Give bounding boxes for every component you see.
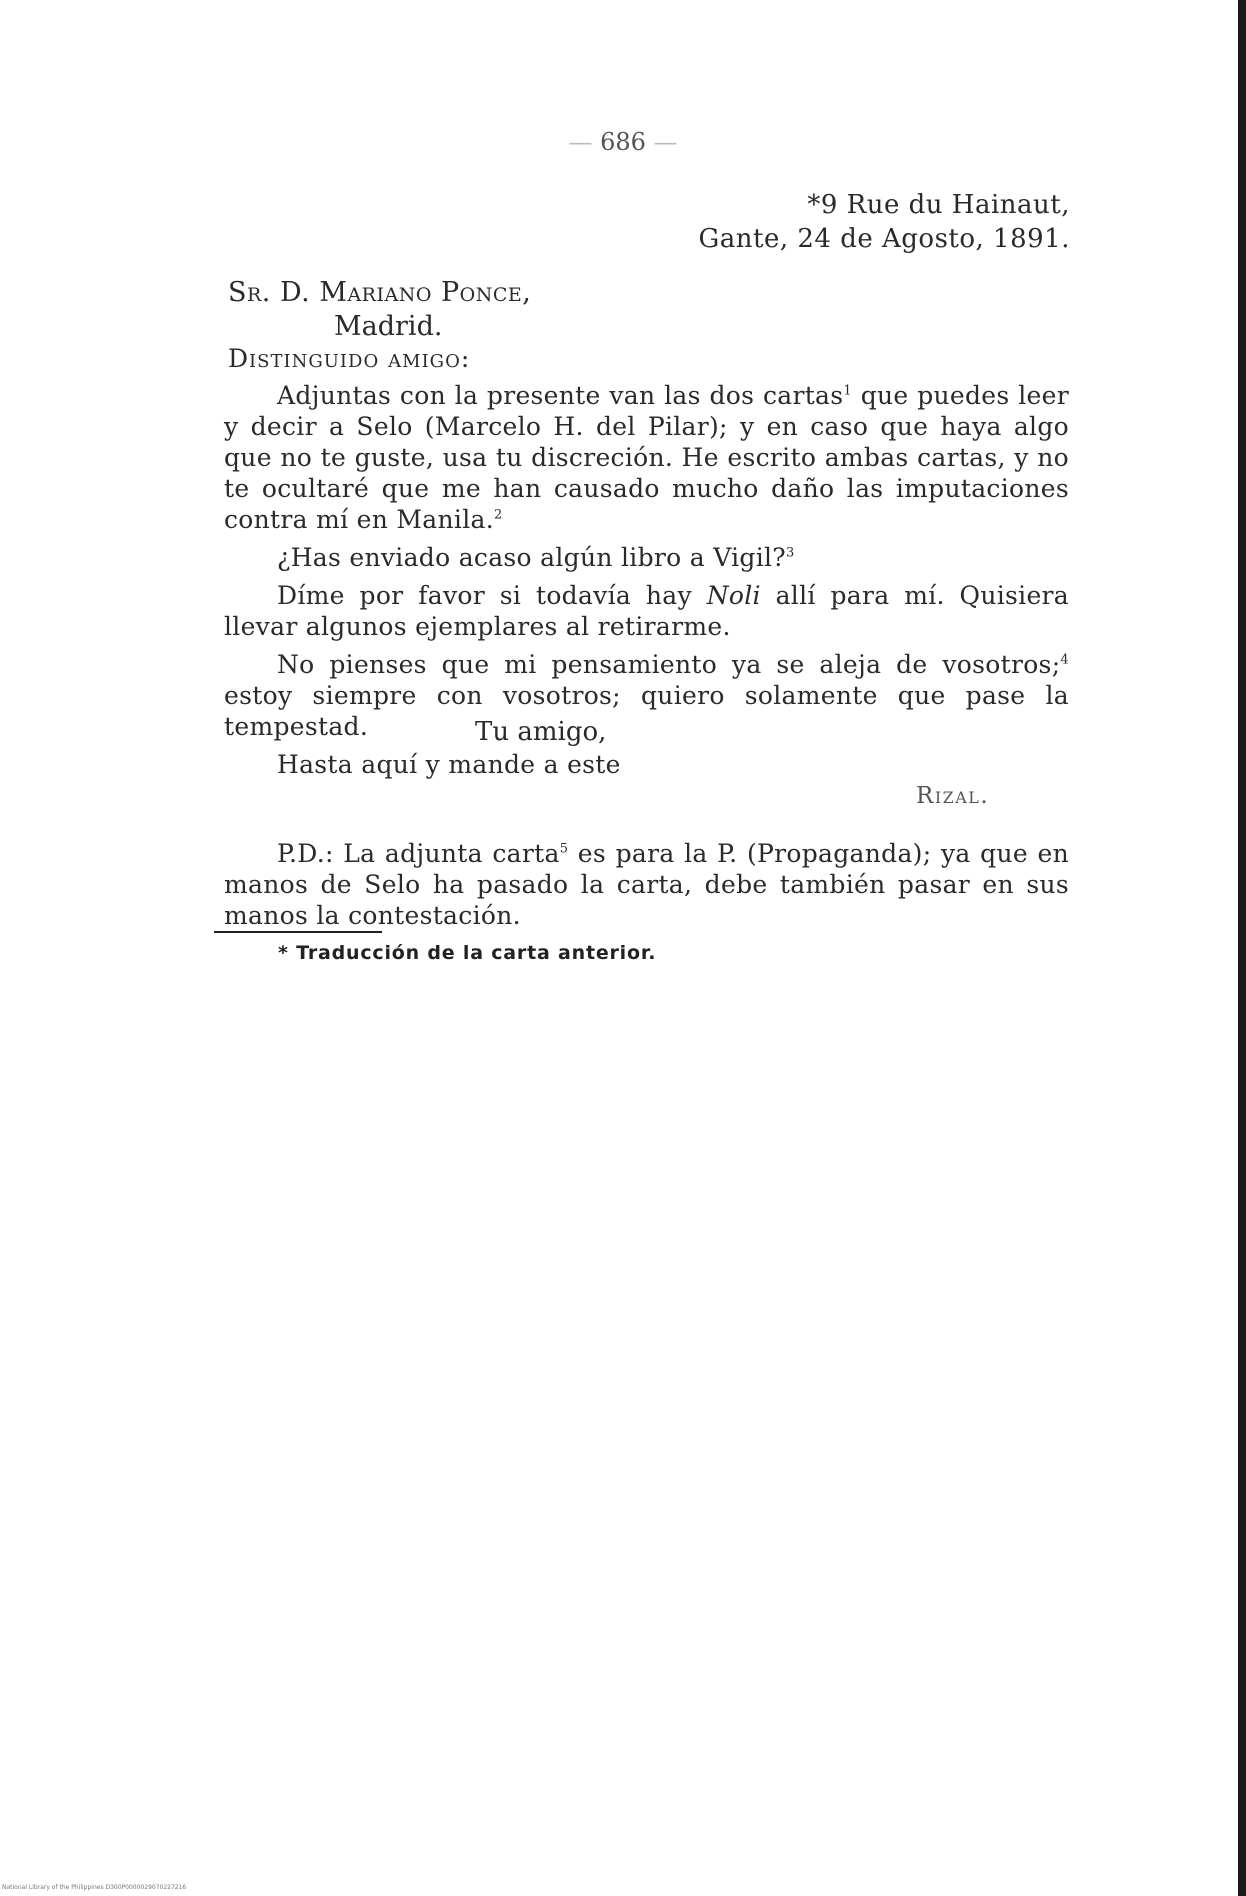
footnote: * Traducción de la carta anterior. [278,942,657,964]
paragraph-1: Adjuntas con la presente van las dos cartas$^1$ que puedes leer y decir a Selo (Marcelo H. del Pilar); y en caso que haya algo que no te guste, usa tu discreción. He escrito ambas cartas, y no te ocultaré que me han causado mucho daño las imputaciones contra mí en Manila.$^2$ [224,381,1069,534]
postscript: P.D.: La adjunta carta$^5$ es para la P. (Propaganda); ya que en manos de Selo ha pasado la carta, debe también pasar en sus manos la contestación. [224,839,1069,930]
book-title: Noli [706,581,761,610]
salutation: Distinguido amigo: [228,344,471,373]
paragraph-3: Díme por favor si todavía hay Noli allí para mí. Quisiera llevar algunos ejemplares al retirarme. [224,581,1069,641]
footnote-ref: 4 [1060,652,1069,668]
address-line-2: Gante, 24 de Agosto, 1891. [698,224,1070,254]
scan-footer: National Library of the Philippines D300P0000029070227216 [2,1884,187,1891]
address-line-1: *9 Rue du Hainaut, [807,190,1070,220]
signature: Rizal. [916,783,990,809]
footnote-ref: 2 [493,507,503,523]
recipient-city: Madrid. [334,311,443,342]
footnote-ref: 3 [786,545,795,561]
footnote-ref: 1 [843,383,852,399]
paragraph-5: Hasta aquí y mande a este [277,750,621,779]
recipient-block [228,276,531,344]
paragraph-2: ¿Has enviado acaso algún libro a Vigil?$^3$ [277,543,795,572]
recipient-name: Sr. D. Mariano Ponce, [228,277,532,308]
closing: Tu amigo, [475,717,607,747]
paragraph-4: No pienses que mi pensamiento ya se aleja de vosotros;$^4$ estoy siempre con vosotros; quiero solamente que pase la tempestad. [224,650,1069,741]
footnote-divider [214,931,382,933]
letter-body [224,380,1069,787]
footnote-ref: 5 [559,841,569,857]
page-number: — 686 — [568,128,678,156]
sender-address [698,188,1070,256]
